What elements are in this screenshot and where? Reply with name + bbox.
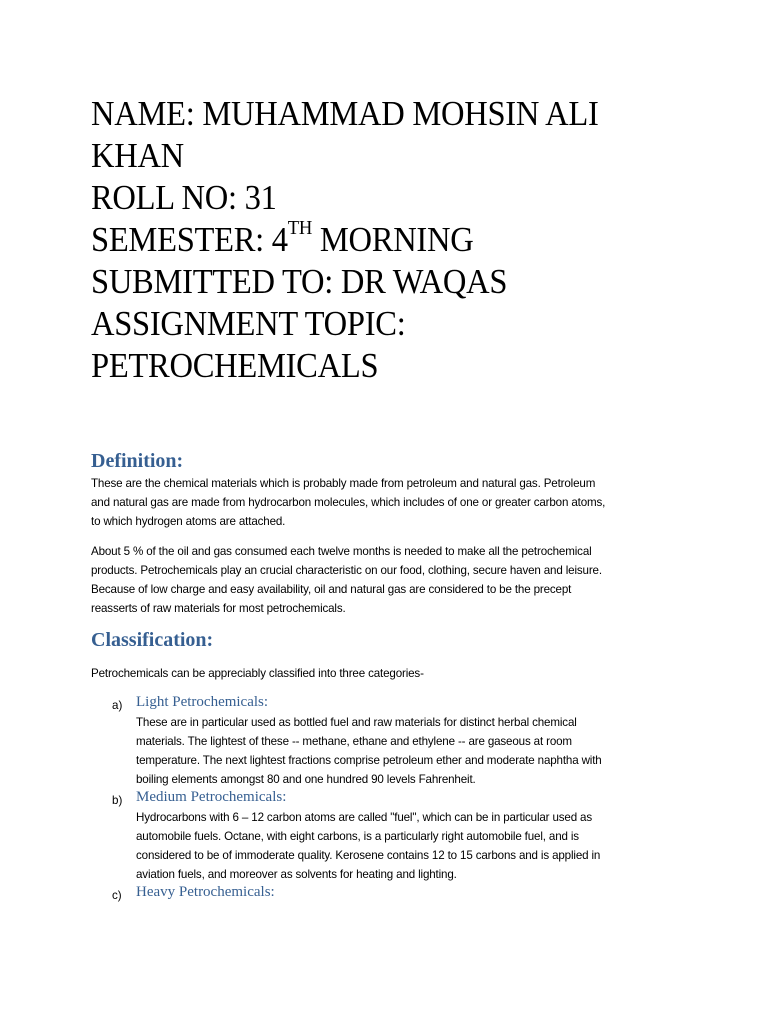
assignment-topic-value: PETROCHEMICALS [91,346,379,385]
medium-petrochemicals-body [136,808,696,884]
paragraph-line: products. Petrochemicals play an crucial characteristic on our food, clothing, secure haven and leisure. [91,564,602,577]
definition-heading: Definition: [91,450,184,472]
medium-petrochemicals-heading: Medium Petrochemicals: [136,789,287,805]
semester-line [91,219,686,261]
paragraph-line: materials. The lightest of these -- methane, ethane and ethylene -- are gaseous at room [136,735,572,748]
student-name-line-1: NAME: MUHAMMAD MOHSIN ALI [91,94,599,133]
submitted-to: SUBMITTED TO: DR WAQAS [91,262,508,301]
classification-intro [91,664,681,683]
paragraph-line: About 5 % of the oil and gas consumed each twelve months is needed to make all the petrochemical [91,545,592,558]
roll-number: ROLL NO: 31 [91,178,277,217]
student-name-line-2: KHAN [91,136,184,175]
list-marker-b: b) [112,794,123,807]
assignment-topic-label: ASSIGNMENT TOPIC: [91,304,406,343]
paragraph-line: These are the chemical materials which is probably made from petroleum and natural gas. Petroleum [91,477,596,490]
list-marker-c: c) [112,889,122,902]
paragraph-line: aviation fuels, and moreover as solvents for heating and lighting. [136,868,457,881]
semester-prefix: SEMESTER: 4 [91,220,288,259]
light-petrochemicals-body [136,713,696,789]
paragraph-line: and natural gas are made from hydrocarbon molecules, which includes of one or greater carbon atoms, [91,496,606,509]
paragraph-line: Because of low charge and easy availability, oil and natural gas are considered to be the precept [91,583,572,596]
list-marker-a: a) [112,699,123,712]
paragraph-line: to which hydrogen atoms are attached. [91,515,286,528]
paragraph-line: reasserts of raw materials for most petrochemicals. [91,602,346,615]
light-petrochemicals-heading: Light Petrochemicals: [136,694,269,710]
definition-paragraph-2 [91,542,681,618]
semester-suffix: MORNING [312,220,474,259]
paragraph-line: considered to be of immoderate quality. Kerosene contains 12 to 15 carbons and is applied in [136,849,601,862]
paragraph-line: These are in particular used as bottled fuel and raw materials for distinct herbal chemical [136,716,577,729]
paragraph-line: Petrochemicals can be appreciably classified into three categories- [91,667,424,680]
paragraph-line: Hydrocarbons with 6 – 12 carbon atoms are called "fuel", which can be in particular used as [136,811,593,824]
paragraph-line: temperature. The next lightest fractions comprise petroleum ether and moderate naphtha with [136,754,602,767]
paragraph-line: automobile fuels. Octane, with eight carbons, is a particularly right automobile fuel, and is [136,830,579,843]
heavy-petrochemicals-heading: Heavy Petrochemicals: [136,884,275,900]
semester-superscript: TH [287,217,313,240]
paragraph-line: boiling elements amongst 80 and one hundred 90 levels Fahrenheit. [136,773,476,786]
classification-heading: Classification: [91,629,214,651]
title-block [91,93,686,387]
definition-paragraph-1 [91,474,681,531]
